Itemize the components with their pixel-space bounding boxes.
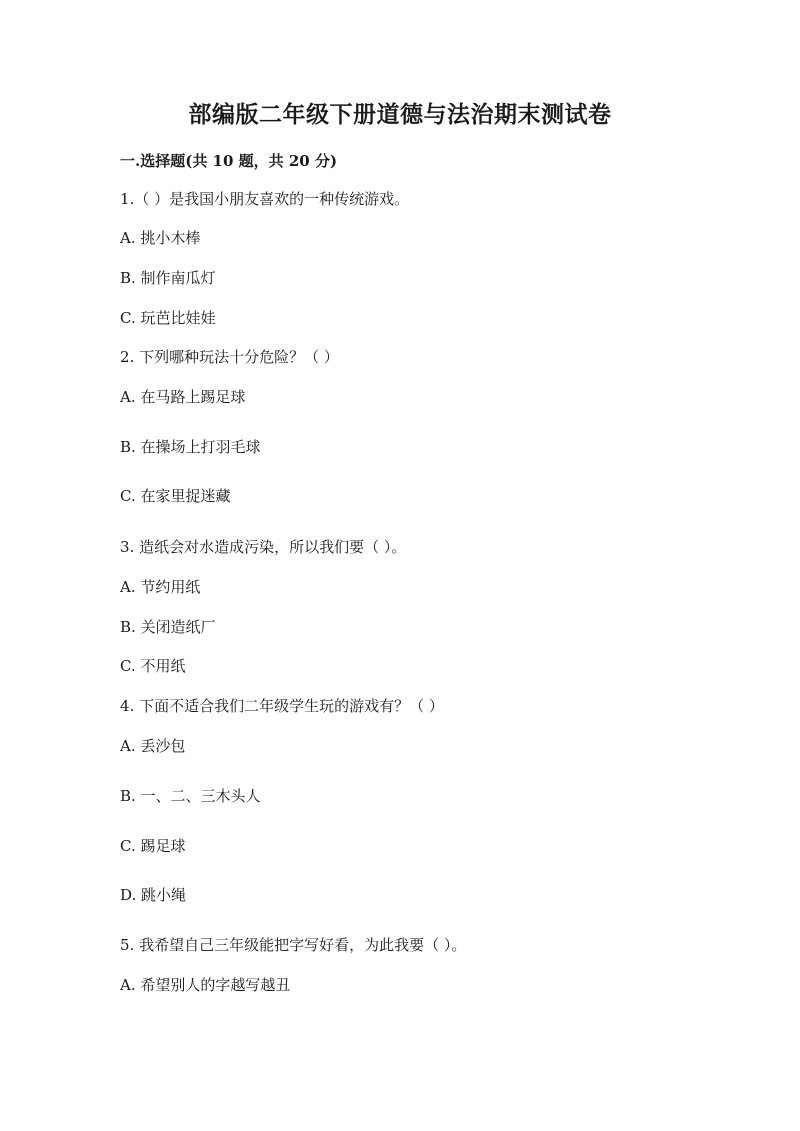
question-4-option-a: A. 丢沙包	[120, 737, 186, 755]
question-5-stem: 5. 我希望自己三年级能把字写好看，为此我要（ ）。	[120, 936, 467, 954]
question-2-option-b: B. 在操场上打羽毛球	[120, 438, 261, 456]
question-2-stem: 2. 下列哪种玩法十分危险？（ ）	[120, 348, 339, 366]
question-4-option-d: D. 跳小绳	[120, 886, 187, 904]
question-1-option-b: B. 制作南瓜灯	[120, 269, 216, 287]
question-4-stem: 4. 下面不适合我们二年级学生玩的游戏有？（ ）	[120, 697, 444, 715]
question-3-option-a: A. 节约用纸	[120, 578, 201, 596]
question-3-option-b: B. 关闭造纸厂	[120, 618, 216, 636]
question-2-option-c: C. 在家里捉迷藏	[120, 487, 231, 505]
question-3-stem: 3. 造纸会对水造成污染，所以我们要（ ）。	[120, 538, 407, 556]
page-title: 部编版二年级下册道德与法治期末测试卷	[188, 101, 612, 128]
section-heading: 一.选择题(共 10 题，共 20 分)	[120, 152, 338, 170]
question-1-option-a: A. 挑小木棒	[120, 229, 201, 247]
question-2-option-a: A. 在马路上踢足球	[120, 388, 246, 406]
question-5-option-a: A. 希望别人的字越写越丑	[120, 976, 291, 994]
question-4-option-c: C. 踢足球	[120, 837, 186, 855]
question-1-option-c: C. 玩芭比娃娃	[120, 309, 216, 327]
question-1-stem: 1.（ ）是我国小朋友喜欢的一种传统游戏。	[120, 190, 410, 208]
question-4-option-b: B. 一、二、三木头人	[120, 787, 261, 805]
question-3-option-c: C. 不用纸	[120, 657, 186, 675]
